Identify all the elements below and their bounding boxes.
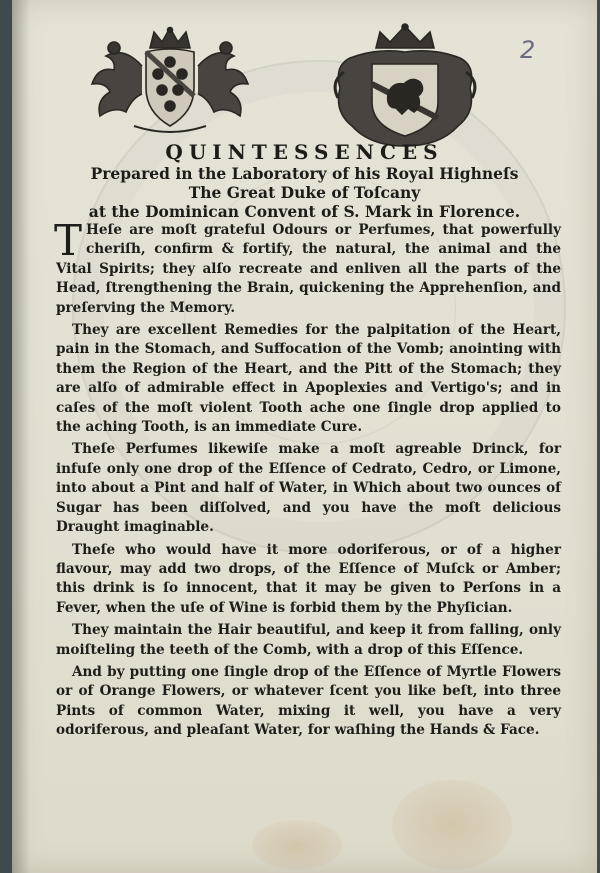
paragraph-5: They maintain the Hair beautiful, and keep it from falling, only moiſteling the teeth of the Comb, with a drop of this Eſſence.: [56, 622, 561, 658]
paragraph-6: And by putting one ſingle drop of the Eſſence of Myrtle Flowers or of Orange Flowers, or whatever ſcent you like beſt, into three Pints of common Water, mixing it well, you have a very odoriferous, and pleaſant Water, for waſhing the Hands & Face.: [56, 663, 561, 739]
heading-line-3: at the Dominican Convent of S. Mark in Florence.: [88, 202, 521, 221]
paper-stain: [392, 780, 512, 870]
paragraph-1: [54, 216, 561, 318]
page-edge-shadow: [12, 0, 30, 873]
medici-crest-icon: [84, 26, 256, 138]
paper-stain: [252, 820, 342, 870]
heading-line-2: The Great Duke of Toſcany: [188, 183, 421, 202]
page-number: 2: [520, 36, 536, 64]
document-title: QUINTESSENCES: [165, 140, 444, 164]
document-heading: [12, 140, 597, 221]
paragraph-2: They are excellent Remedies for the palpitation of the Heart, pain in the Stomach, and Suffocation of the Vomb; anointing with them the Region of the Heart, and the Pitt of the Stomach; they are alſo of admirable effect in Apoplexies and Vertigo's; and in caſes of the moſt violent Tooth ache one ſingle drop applied to the aching Tooth, is an immediate Cure.: [56, 322, 561, 436]
paragraph-3: Theſe Perfumes likewiſe make a moſt agreable Drinck, for infuſe only one drop of the Eſſence of Cedrato, Cedro, or Limone, into about a Pint and half of Water, in Which about two ounces of Sugar has been diſſolved, and you have the moſt delicious Draught imaginable.: [56, 441, 561, 536]
convent-crest-icon: [330, 22, 480, 150]
heading-line-1: Prepared in the Laboratory of his Royal Highneſs: [90, 164, 519, 183]
paragraph-text: Heſe are moſt grateful Odours or Perfumes, that powerfully cheriſh, confirm & fortify, the natural, the animal and the Vital Spirits; they alſo recreate and enliven all the parts of the Head, ſtrengthening the Brain, quickening the Apprehenſion, and preſerving the Memory.: [56, 222, 561, 316]
drop-cap: T: [54, 216, 83, 265]
document-page: [12, 0, 597, 873]
paragraph-4: Theſe who would have it more odoriferous, or of a higher flavour, may add two drops, of the Eſſence of Muſck or Amber; this drink is ſo innocent, that it may be given to Perſons in a Fever, when the uſe of Wine is forbid them by the Phyſician.: [56, 541, 561, 616]
document-body: [54, 216, 561, 744]
